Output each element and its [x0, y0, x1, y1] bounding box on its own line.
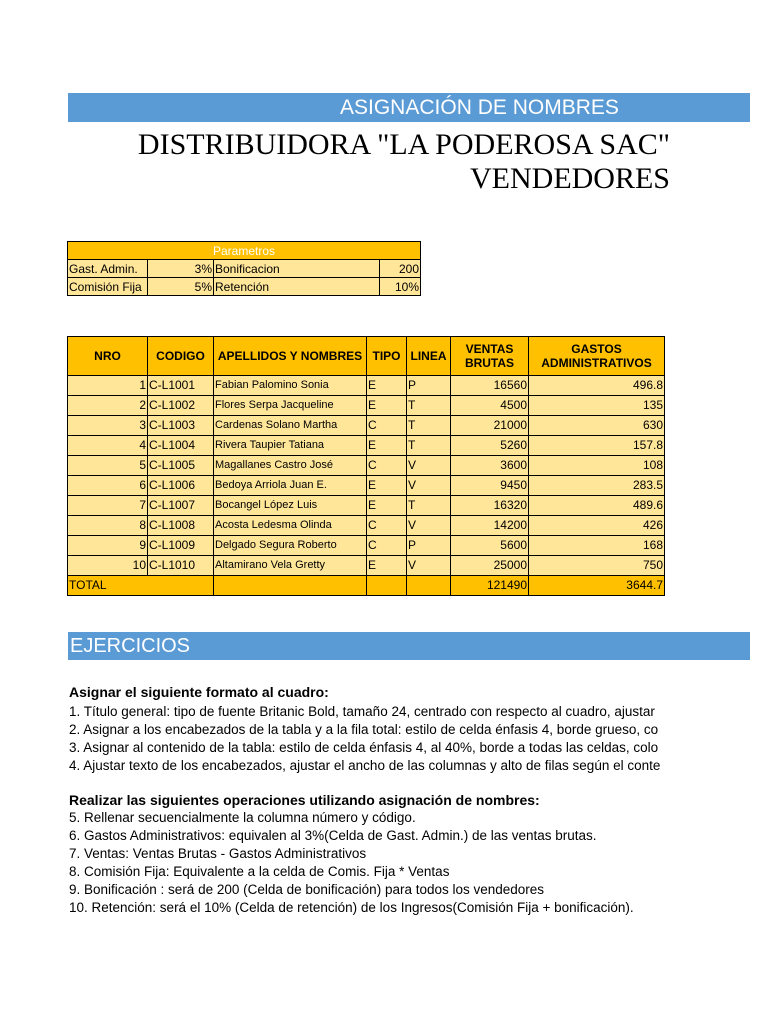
cell-ventas[interactable]: 16320	[451, 496, 529, 516]
header-codigo[interactable]: CODIGO	[148, 337, 214, 376]
total-blank[interactable]	[367, 576, 407, 596]
cell-tipo[interactable]: E	[367, 396, 407, 416]
total-ventas[interactable]: 121490	[451, 576, 529, 596]
cell-linea[interactable]: T	[407, 496, 451, 516]
cell-gastos[interactable]: 135	[529, 396, 665, 416]
cell-ventas[interactable]: 5600	[451, 536, 529, 556]
instruction-line: 4. Ajustar texto de los encabezados, ajustar el ancho de las columnas y alto de filas según el conte	[69, 758, 661, 773]
parameters-table	[67, 241, 421, 296]
cell-gastos[interactable]: 157.8	[529, 436, 665, 456]
cell-nombre[interactable]: Rivera Taupier Tatiana	[214, 436, 367, 456]
table-body	[68, 376, 665, 576]
cell-nombre[interactable]: Bocangel López Luis	[214, 496, 367, 516]
header-ventas[interactable]	[451, 337, 529, 376]
cell-ventas[interactable]: 3600	[451, 456, 529, 476]
table-row	[68, 456, 665, 476]
cell-codigo[interactable]: C-L1008	[148, 516, 214, 536]
cell-tipo[interactable]: E	[367, 556, 407, 576]
cell-nro[interactable]: 1	[68, 376, 148, 396]
parameter-row	[68, 260, 421, 278]
table-row	[68, 476, 665, 496]
cell-codigo[interactable]: C-L1006	[148, 476, 214, 496]
cell-codigo[interactable]: C-L1005	[148, 456, 214, 476]
cell-gastos[interactable]: 168	[529, 536, 665, 556]
cell-nombre[interactable]: Delgado Segura Roberto	[214, 536, 367, 556]
cell-tipo[interactable]: E	[367, 376, 407, 396]
cell-linea[interactable]: T	[407, 396, 451, 416]
total-label[interactable]: TOTAL	[68, 576, 214, 596]
header-gastos-text: GASTOS ADMINISTRATIVOS	[541, 342, 652, 370]
table-row	[68, 496, 665, 516]
instruction-line: 10. Retención: será el 10% (Celda de retención) de los Ingresos(Comisión Fija + bonificación).	[69, 900, 634, 915]
param-value[interactable]: 5%	[148, 278, 214, 296]
table-header-row	[68, 337, 665, 376]
banner-title: ASIGNACIÓN DE NOMBRES	[340, 96, 619, 119]
cell-nombre[interactable]: Acosta Ledesma Olinda	[214, 516, 367, 536]
param-value[interactable]: 10%	[380, 278, 421, 296]
exercises-banner	[68, 632, 750, 660]
instruction-line: 3. Asignar al contenido de la tabla: estilo de celda énfasis 4, al 40%, borde a todas las celdas, colo	[69, 740, 659, 755]
cell-codigo[interactable]: C-L1001	[148, 376, 214, 396]
header-nombres[interactable]: APELLIDOS Y NOMBRES	[214, 337, 367, 376]
cell-nombre[interactable]: Fabian Palomino Sonia	[214, 376, 367, 396]
table-row	[68, 416, 665, 436]
param-label[interactable]: Retención	[214, 278, 380, 296]
cell-ventas[interactable]: 9450	[451, 476, 529, 496]
section2-heading: Realizar las siguientes operaciones utilizando asignación de nombres:	[69, 792, 540, 808]
instruction-line: 7. Ventas: Ventas Brutas - Gastos Administrativos	[69, 846, 367, 861]
exercises-title: EJERCICIOS	[70, 635, 191, 657]
cell-gastos[interactable]: 108	[529, 456, 665, 476]
cell-nombre[interactable]: Flores Serpa Jacqueline	[214, 396, 367, 416]
cell-tipo[interactable]: C	[367, 536, 407, 556]
instruction-line: 8. Comisión Fija: Equivalente a la celda de Comis. Fija * Ventas	[69, 864, 450, 879]
cell-tipo[interactable]: C	[367, 516, 407, 536]
cell-nro[interactable]: 5	[68, 456, 148, 476]
cell-codigo[interactable]: C-L1007	[148, 496, 214, 516]
table-row	[68, 516, 665, 536]
cell-gastos[interactable]: 426	[529, 516, 665, 536]
cell-codigo[interactable]: C-L1009	[148, 536, 214, 556]
header-linea[interactable]: LINEA	[407, 337, 451, 376]
cell-ventas[interactable]: 5260	[451, 436, 529, 456]
header-tipo[interactable]: TIPO	[367, 337, 407, 376]
total-gastos[interactable]: 3644.7	[529, 576, 665, 596]
cell-ventas[interactable]: 4500	[451, 396, 529, 416]
cell-tipo[interactable]: C	[367, 416, 407, 436]
header-nro[interactable]: NRO	[68, 337, 148, 376]
cell-ventas[interactable]: 21000	[451, 416, 529, 436]
instruction-line: 9. Bonificación : será de 200 (Celda de bonificación) para todos los vendedores	[69, 882, 545, 897]
cell-codigo[interactable]: C-L1002	[148, 396, 214, 416]
cell-linea[interactable]: P	[407, 376, 451, 396]
instruction-line: 6. Gastos Administrativos: equivalen al 3%(Celda de Gast. Admin.) de las ventas brutas.	[69, 828, 597, 843]
section1-heading: Asignar el siguiente formato al cuadro:	[69, 684, 329, 700]
cell-gastos[interactable]: 283.5	[529, 476, 665, 496]
instruction-line: 1. Título general: tipo de fuente Britanic Bold, tamaño 24, centrado con respecto al cuadro, ajustar	[69, 704, 655, 719]
total-row	[68, 576, 665, 596]
cell-nro[interactable]: 9	[68, 536, 148, 556]
cell-nombre[interactable]: Magallanes Castro José	[214, 456, 367, 476]
header-gastos[interactable]	[529, 337, 665, 376]
table-row	[68, 536, 665, 556]
instruction-line: 5. Rellenar secuencialmente la columna número y código.	[69, 810, 416, 825]
cell-nro[interactable]: 8	[68, 516, 148, 536]
cell-nombre[interactable]: Altamirano Vela Gretty	[214, 556, 367, 576]
cell-gastos[interactable]: 630	[529, 416, 665, 436]
cell-linea[interactable]: V	[407, 456, 451, 476]
cell-nro[interactable]: 6	[68, 476, 148, 496]
cell-nombre[interactable]: Bedoya Arriola Juan E.	[214, 476, 367, 496]
table-row	[68, 556, 665, 576]
cell-codigo[interactable]: C-L1010	[148, 556, 214, 576]
cell-linea[interactable]: T	[407, 436, 451, 456]
param-value[interactable]: 3%	[148, 260, 214, 278]
cell-nro[interactable]: 4	[68, 436, 148, 456]
title-banner	[68, 93, 750, 122]
cell-nro[interactable]: 2	[68, 396, 148, 416]
cell-linea[interactable]: V	[407, 516, 451, 536]
cell-codigo[interactable]: C-L1004	[148, 436, 214, 456]
cell-codigo[interactable]: C-L1003	[148, 416, 214, 436]
cell-nro[interactable]: 3	[68, 416, 148, 436]
cell-tipo[interactable]: C	[367, 456, 407, 476]
cell-linea[interactable]: P	[407, 536, 451, 556]
cell-tipo[interactable]: E	[367, 476, 407, 496]
cell-gastos[interactable]: 496.8	[529, 376, 665, 396]
instruction-line: 2. Asignar a los encabezados de la tabla y a la fila total: estilo de celda énfasis 4, borde grueso, co	[69, 722, 659, 737]
param-label[interactable]: Gast. Admin.	[68, 260, 148, 278]
cell-gastos[interactable]: 489.6	[529, 496, 665, 516]
param-value[interactable]: 200	[380, 260, 421, 278]
table-row	[68, 436, 665, 456]
cell-tipo[interactable]: E	[367, 436, 407, 456]
table-row	[68, 396, 665, 416]
parameters-title[interactable]: Parametros	[68, 242, 421, 260]
total-blank[interactable]	[214, 576, 367, 596]
parameter-row	[68, 278, 421, 296]
cell-gastos[interactable]: 750	[529, 556, 665, 576]
cell-linea[interactable]: T	[407, 416, 451, 436]
main-title: DISTRIBUIDORA "LA PODEROSA SAC"	[137, 128, 670, 161]
param-label[interactable]: Comisión Fija	[68, 278, 148, 296]
subtitle: VENDEDORES	[470, 162, 670, 195]
total-blank[interactable]	[407, 576, 451, 596]
cell-nro[interactable]: 7	[68, 496, 148, 516]
sales-table	[67, 336, 665, 596]
cell-nombre[interactable]: Cardenas Solano Martha	[214, 416, 367, 436]
header-ventas-text: VENTAS BRUTAS	[464, 342, 515, 370]
cell-ventas[interactable]: 14200	[451, 516, 529, 536]
cell-ventas[interactable]: 25000	[451, 556, 529, 576]
cell-linea[interactable]: V	[407, 556, 451, 576]
cell-tipo[interactable]: E	[367, 496, 407, 516]
table-row	[68, 376, 665, 396]
cell-ventas[interactable]: 16560	[451, 376, 529, 396]
param-label[interactable]: Bonificacion	[214, 260, 380, 278]
cell-nro[interactable]: 10	[68, 556, 148, 576]
cell-linea[interactable]: V	[407, 476, 451, 496]
